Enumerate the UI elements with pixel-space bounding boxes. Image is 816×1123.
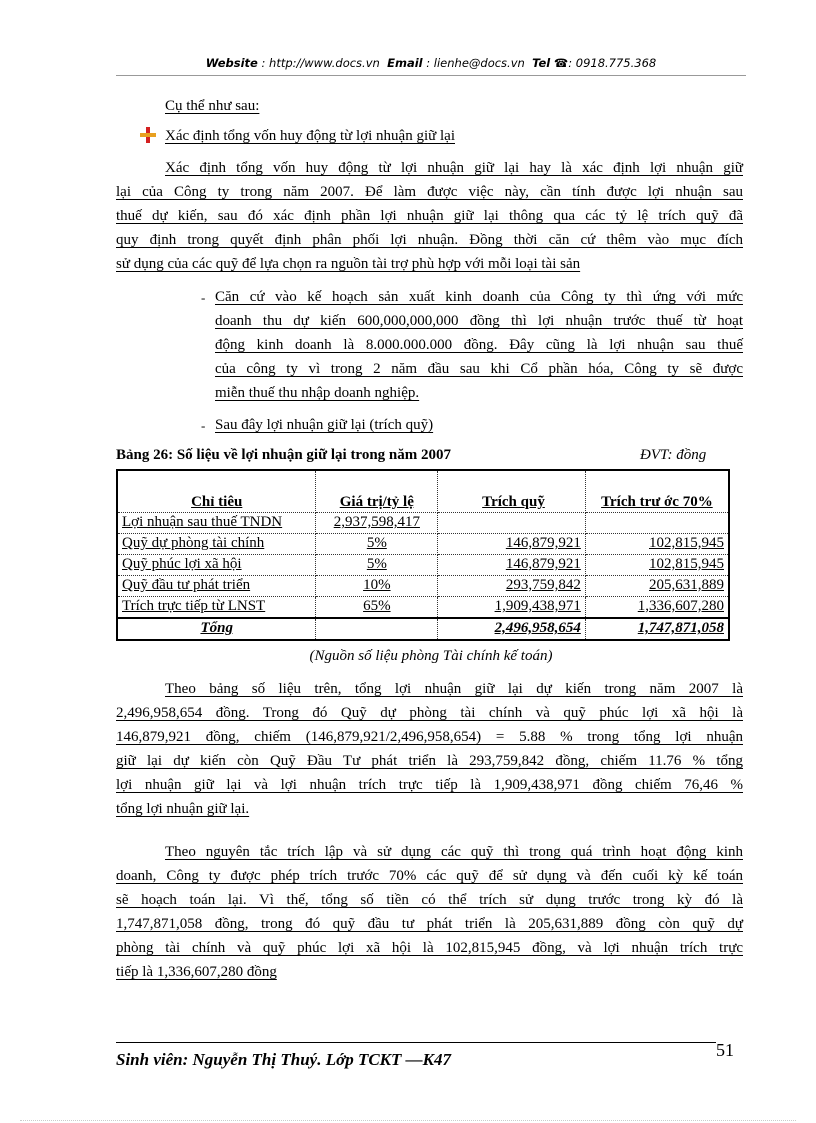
table-row (117, 554, 729, 575)
table-cell: Trích trực tiếp từ LNST (117, 596, 316, 618)
col-header-advance: Trích trư ớc 70% (585, 470, 729, 512)
text-line: động kinh doanh là 8.000.000.000 đồng. Đây cũng là lợi nhuận sau thuế (215, 337, 743, 353)
table-cell: Quỹ dự phòng tài chính (117, 533, 316, 554)
text-line: 146,879,921 đồng, chiếm (146,879,921/2,496,958,654) = 5.88 % trong tổng lợi nhuận (116, 729, 743, 745)
page-header (116, 56, 746, 70)
text-line: sẽ hoạch toán lại. Vì thế, tổng số tiền có thể trích sử dụng trước trong kỳ đó là (116, 892, 743, 908)
text-line: miễn thuế thu nhập doanh nghiệp. (215, 385, 420, 401)
total-cell: 1,747,871,058 (585, 618, 729, 640)
text-line: Theo bảng số liệu trên, tổng lợi nhuận giữ lại dự kiến trong năm 2007 là (165, 681, 743, 697)
text-line: của công ty vì trong 2 năm đầu sau khi Cổ phần hóa, Công ty sẽ được (215, 361, 743, 377)
email-value: : lienhe@docs.vn (426, 56, 525, 70)
table-row (117, 512, 729, 533)
page-border (20, 1120, 796, 1121)
text-line: tổng lợi nhuận giữ lại. (116, 801, 250, 817)
text-line: giữ lại dự kiến còn Quỹ Đầu Tư phát triển là 293,759,842 đồng, chiếm 11.76 % tổng (116, 753, 743, 769)
col-header-fund: Trích quỹ (438, 470, 586, 512)
header-divider (116, 75, 746, 76)
text-line: Xác định tổng vốn huy động từ lợi nhuận giữ lại hay là xác định lợi nhuận giữ (165, 160, 743, 176)
text-line: Căn cứ vào kế hoạch sản xuất kinh doanh của Công ty thì ứng với mức (215, 289, 743, 305)
table-cell (438, 512, 586, 533)
total-cell (316, 618, 438, 640)
text-line: doanh thu dự kiến 600,000,000,000 đồng thì lợi nhuận trước thuế từ hoạt (215, 313, 743, 329)
dash-marker-2: - (201, 418, 206, 433)
footer-author: Sinh viên: Nguyễn Thị Thuý. Lớp TCKT —K47 (116, 1050, 451, 1069)
col-header-value: Giá trị/tỷ lệ (316, 470, 438, 512)
website-label: Website (205, 56, 258, 70)
table-cell: 10% (316, 575, 438, 596)
table-cell: Quỹ đầu tư phát triển (117, 575, 316, 596)
text-line: sử dụng của các quỹ để lựa chọn ra nguồn tài trợ phù hợp với mỗi loại tài sản (116, 256, 581, 272)
intro-text: Cụ thể như sau: (165, 98, 260, 114)
total-cell: Tổng (117, 618, 316, 640)
table-cell: 102,815,945 (585, 554, 729, 575)
table-cell: 205,631,889 (585, 575, 729, 596)
col-header-indicator: Chỉ tiêu (117, 470, 316, 512)
table-cell: 65% (316, 596, 438, 618)
tel-label: Tel (532, 56, 551, 70)
table-caption: Bảng 26: Số liệu về lợi nhuận giữ lại trong năm 2007 (116, 447, 452, 463)
table-source: (Nguồn số liệu phòng Tài chính kế toán) (309, 648, 553, 664)
text-line: doanh, Công ty được phép trích trước 70% các quỹ để sử dụng và đến cuối kỳ kế toán (116, 868, 743, 884)
table-cell: Quỹ phúc lợi xã hội (117, 554, 316, 575)
text-line: 1,747,871,058 đồng, trong đó quỹ đầu tư phát triển là 205,631,889 đồng còn quỹ dự (116, 916, 743, 932)
table-cell: 146,879,921 (438, 554, 586, 575)
table-cell: 2,937,598,417 (316, 512, 438, 533)
text-line: lợi nhuận giữ lại và lợi nhuận trích trực tiếp là 1,909,438,971 đồng chiếm 76,46 % (116, 777, 743, 793)
dash-marker-1: - (201, 290, 206, 305)
table-cell: 102,815,945 (585, 533, 729, 554)
text-line: thuế dự kiến, sau đó xác định phần lợi nhuận giữ lại thông qua các tỷ lệ trích quỹ đã (116, 208, 743, 224)
text-line: quy định trong quyết định phân phối lợi nhuận. Đồng thời căn cứ thêm vào mục đích (116, 232, 743, 248)
table-cell (585, 512, 729, 533)
text-line: Theo nguyên tắc trích lập và sử dụng các quỹ thì trong quá trình hoạt động kinh (165, 844, 743, 860)
text-line: phòng tài chính và quỹ phúc lợi xã hội là 102,815,945 đồng, và lợi nhuận trích trực (116, 940, 743, 956)
table-cell: 1,336,607,280 (585, 596, 729, 618)
table-row (117, 533, 729, 554)
table-cell: 5% (316, 533, 438, 554)
table-cell: 5% (316, 554, 438, 575)
retained-earnings-table (116, 469, 730, 641)
table-cell: 146,879,921 (438, 533, 586, 554)
footer-divider (116, 1042, 716, 1043)
phone-icon: ☎ (553, 56, 569, 70)
table-row (117, 596, 729, 618)
total-cell: 2,496,958,654 (438, 618, 586, 640)
tel-value: : 0918.775.368 (568, 56, 657, 70)
website-value: : http://www.docs.vn (261, 56, 380, 70)
text-line: lại của Công ty trong năm 2007. Để làm được việc này, cần tính được lợi nhuận sau (116, 184, 743, 200)
table-unit: ĐVT: đồng (640, 447, 707, 463)
table-total-row (117, 618, 729, 640)
email-label: Email (387, 56, 423, 70)
page-number: 51 (716, 1040, 734, 1060)
bullet-heading: Xác định tổng vốn huy động từ lợi nhuận giữ lại (165, 128, 455, 144)
table-cell: Lợi nhuận sau thuế TNDN (117, 512, 316, 533)
bullet-plus-icon (140, 127, 156, 143)
dash-item-2: Sau đây lợi nhuận giữ lại (trích quỹ) (215, 417, 434, 433)
text-line: tiếp là 1,336,607,280 đồng (116, 964, 277, 980)
table-cell: 1,909,438,971 (438, 596, 586, 618)
text-line: 2,496,958,654 đồng. Trong đó Quỹ dự phòng tài chính và quỹ phúc lợi xã hội là (116, 705, 743, 721)
table-row (117, 575, 729, 596)
table-cell: 293,759,842 (438, 575, 586, 596)
